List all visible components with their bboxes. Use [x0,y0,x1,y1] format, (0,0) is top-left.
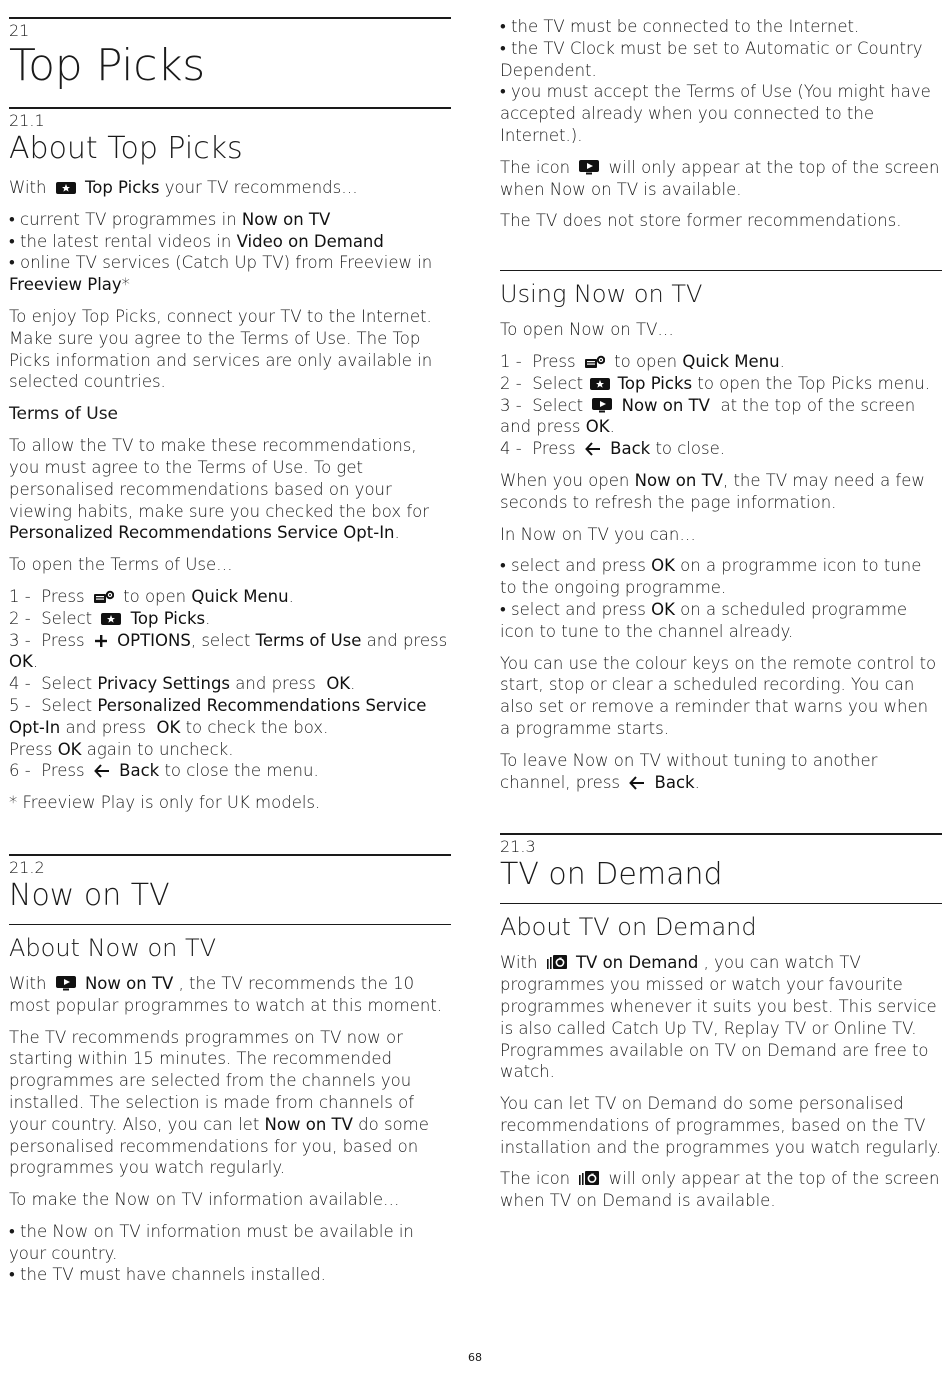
list-item: • you must accept the Terms of Use (You might have accepted already when you connected to the Internet.). [500,82,931,145]
list-item: • online TV services (Catch Up TV) from Freeview in Freeview Play* [9,253,433,295]
step-3: 3 - Select Now on TV at the top of the screen and press OK. [500,395,916,437]
section-title: TV on Demand [500,857,723,893]
availability-intro: To make the Now on TV information available… [9,1190,400,1210]
list-item: • select and press OK on a programme icon to tune to the ongoing programme. [500,556,922,598]
list-item: • the TV must be connected to the Internet. [500,17,860,36]
section-rule [9,107,451,109]
back-arrow-icon [585,442,601,456]
list-item: • select and press OK on a scheduled programme icon to tune to the channel already. [500,599,908,641]
list-item: • the TV must have channels installed. [9,1265,326,1285]
tv-on-demand-recommendations: You can let TV on Demand do some personalised recommendations of programmes, based on the TV installation and the programmes you watch regularly. [500,1094,941,1157]
list-item: • the Now on TV information must be available in your country. [9,1221,414,1263]
section-rule [9,854,451,856]
availability-list-part2 [500,16,942,147]
subsection-rule [500,270,942,271]
step-4: 4 - Press Back to close. [500,439,726,459]
tv-on-demand-icon-note: The icon will only appear at the top of the screen when TV on Demand is available. [500,1169,940,1211]
step-5: 5 - Select Personalized Recommendations Service Opt-In and press OK to check the box. [9,695,427,737]
left-column [9,0,451,1296]
leave-paragraph: To leave Now on TV without tuning to another channel, press Back. [500,750,878,792]
terms-heading: Terms of Use [9,404,119,425]
open-terms-paragraph: To open the Terms of Use… [9,555,233,575]
can-paragraph: In Now on TV you can… [500,524,696,544]
enjoy-paragraph: To enjoy Top Picks, connect your TV to the Internet. Make sure you agree to the Terms of Use. The Top Picks information and services are only available in selected countries. [9,306,433,392]
now-on-tv-icon-note: The icon will only appear at the top of the screen when Now on TV is available. [500,157,940,199]
now-on-tv-play-icon [56,976,76,991]
subsection-title: About Now on TV [9,933,217,962]
when-open-paragraph: When you open Now on TV, the TV may need a few seconds to refresh the page information. [500,470,925,512]
step-5-note: Press OK again to uncheck. [9,739,234,759]
chapter-number: 21 [9,21,30,40]
step-4: 4 - Select Privacy Settings and press OK. [9,674,356,694]
steps-list [9,586,451,782]
tv-on-demand-icon [547,955,567,970]
top-picks-star-icon [101,612,121,626]
back-arrow-icon [94,764,110,778]
right-column [500,0,942,1222]
subsection-title: Using Now on TV [500,280,703,309]
step-1: 1 - Press to open Quick Menu. [9,586,294,606]
top-picks-star-icon [56,181,76,195]
colour-keys-paragraph: You can use the colour keys on the remote control to start, stop or clear a scheduled recording. You can also set or remove a reminder that warns you when a programme starts. [500,653,937,738]
section-number: 21.2 [9,857,45,877]
section-title: About Top Picks [9,131,243,166]
chapter-rule [9,17,451,19]
step-1: 1 - Press to open Quick Menu. [500,351,785,371]
section-number: 21.1 [9,111,45,130]
tv-on-demand-intro: With TV on Demand , you can watch TV programmes you missed or watch your favourite programmes whenever it suits you best. This service is also called Catch Up TV, Replay TV or Online TV. Programmes available on TV on Demand are free to watch. [500,953,937,1082]
chapter-title: Top Picks [9,40,205,91]
list-item: • current TV programmes in Now on TV [9,209,331,229]
subsection-rule [500,903,942,904]
subsection-rule [9,924,451,925]
list-item: • the TV Clock must be set to Automatic or Country Dependent. [500,38,923,80]
bullet-list [9,209,451,296]
availability-list-part1 [9,1221,451,1286]
footnote: * Freeview Play is only for UK models. [9,793,321,813]
step-6: 6 - Press Back to close the menu. [9,761,319,781]
section-number: 21.3 [500,837,536,857]
now-on-tv-intro: With Now on TV , the TV recommends the 10 most popular programmes to watch at this moment. [9,973,443,1015]
step-2: 2 - Select Top Picks to open the Top Picks menu. [500,373,931,393]
step-2: 2 - Select Top Picks. [9,608,211,628]
now-on-tv-play-icon [579,160,599,175]
terms-paragraph: To allow the TV to make these recommendations, you must agree to the Terms of Use. To get personalised recommendations based on your viewing habits, make sure you checked the box for Personalized Recommendations Service Opt-In. [9,436,430,543]
quick-menu-icon [94,590,114,604]
list-item: • the latest rental videos in Video on Demand [9,231,384,251]
quick-menu-icon [585,355,605,369]
now-on-tv-description: The TV recommends programmes on TV now or starting within 15 minutes. The recommended programmes are selected from the channels you installed. The selection is made from channels of your country. Also, you can let Now on TV do some personalised recommendations for you, based on programmes you watch regularly. [9,1027,429,1178]
open-now-on-tv: To open Now on TV… [500,320,674,340]
section-title: Now on TV [9,877,170,913]
plus-icon [94,634,108,648]
tv-on-demand-icon [579,1171,599,1186]
steps-list [500,351,942,460]
top-picks-star-icon [590,377,610,391]
subsection-title: About TV on Demand [500,913,757,942]
step-3: 3 - Press OPTIONS, select Terms of Use and press OK. [9,630,448,672]
now-on-tv-play-icon [592,398,612,413]
no-store-note: The TV does not store former recommendations. [500,211,902,231]
can-list [500,555,942,642]
page-number: 68 [468,1351,482,1364]
intro-paragraph: With Top Picks your TV recommends… [9,178,358,197]
back-arrow-icon [629,776,645,790]
section-rule [500,833,942,835]
